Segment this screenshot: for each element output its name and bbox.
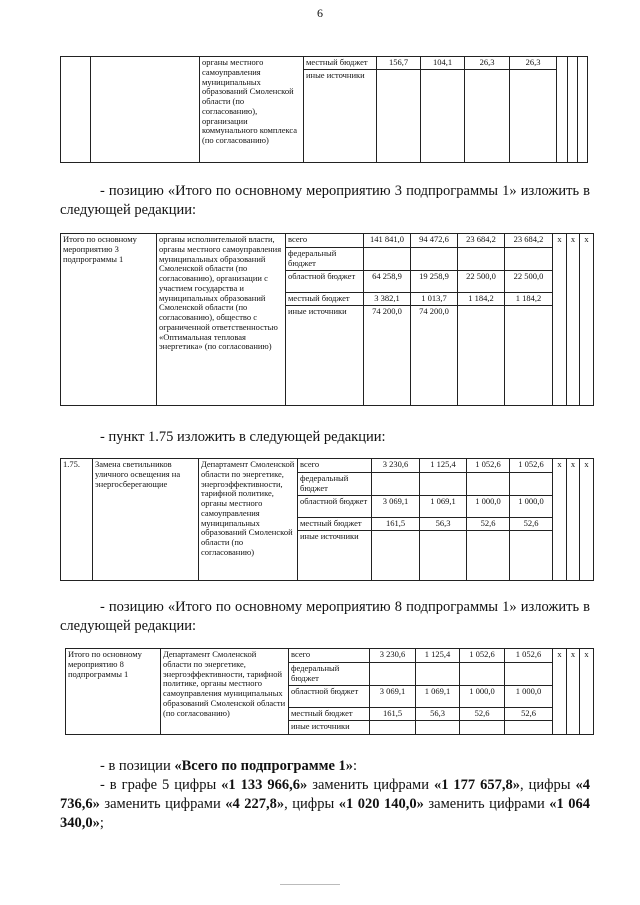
paragraph-3: - позицию «Итого по основному мероприятию 8 подпрограммы 1» изложить в следующей редакции: bbox=[60, 599, 590, 634]
paragraph-4: - в позиции «Всего по подпрограмме 1»: bbox=[100, 758, 358, 774]
paragraph-5: - в графе 5 цифры «1 133 966,6» заменить цифрами «1 177 657,8», цифры «4 736,6» заменить цифрами «4 227,8», цифры «1 020 140,0» заменить цифрами «1 064 340,0»; bbox=[60, 777, 591, 831]
table-row: местный бюджет 161,5 56,3 52,6 52,6 bbox=[61, 517, 594, 530]
number-cell: 1.75. bbox=[61, 459, 93, 581]
table-row: областной бюджет 3 069,1 1 069,1 1 000,0 1 000,0 bbox=[61, 495, 594, 517]
table-row: иные источники bbox=[66, 720, 594, 734]
table-row: 1.75. Замена светильников уличного освещения на энергосберегающие Департамент Смоленской области по энергетике, энергоэффективности, тарифной политике, органы местного самоуправления муниципальных образований Смоленской области (по согласованию) всего 3 230,6 1 125,4 1 052,6 1 052,6 x x x bbox=[61, 459, 594, 473]
table-row: органы местного самоуправления муниципальных образований Смоленской области (по согласованию), организации коммунального комплекса (по согласованию) местный бюджет 156,7 104,1 26,3 26,3 bbox=[61, 57, 588, 70]
executor-cell: Департамент Смоленской области по энергетике, энергоэффективности, тарифной политике, органы местного самоуправления муниципальных образований Смоленской области (по согласованию) bbox=[199, 459, 298, 581]
page-number: 6 bbox=[317, 6, 323, 20]
table-row: областной бюджет 64 258,9 19 258,9 22 500,0 22 500,0 bbox=[61, 270, 594, 292]
name-cell: Замена светильников уличного освещения на энергосберегающие bbox=[93, 459, 199, 581]
table-total-activity-8 bbox=[65, 648, 594, 735]
table-item-1-75 bbox=[60, 458, 594, 581]
paragraph-2: - пункт 1.75 изложить в следующей редакции: bbox=[100, 429, 386, 445]
executor-cell: органы исполнительной власти, органы местного самоуправления муниципальных образований Смоленской области (по согласованию), организации с участием государства и муниципальных образований Смоленской области (по согласованию), общество с ограниченной ответственностью «Оптимальная тепловая энергетика» (по согласованию) bbox=[157, 234, 286, 406]
table-row: местный бюджет 3 382,1 1 013,7 1 184,2 1 184,2 bbox=[61, 292, 594, 305]
paragraph-1: - позицию «Итого по основному мероприятию 3 подпрограммы 1» изложить в следующей редакции: bbox=[60, 183, 590, 218]
table-row: местный бюджет 161,5 56,3 52,6 52,6 bbox=[66, 707, 594, 720]
table-row: иные источники bbox=[61, 70, 588, 163]
table-row: Итого по основному мероприятию 8 подпрограммы 1 Департамент Смоленской области по энергетике, энергоэффективности, тарифной политике, органы местного самоуправления муниципальных образований Смоленской области (по согласованию) всего 3 230,6 1 125,4 1 052,6 1 052,6 x x x bbox=[66, 649, 594, 663]
table-continuation bbox=[60, 56, 588, 163]
table-total-activity-3 bbox=[60, 233, 594, 406]
table-row: иные источники bbox=[61, 530, 594, 580]
table-row: федеральный бюджет bbox=[61, 248, 594, 271]
table-row: иные источники 74 200,0 74 200,0 bbox=[61, 305, 594, 405]
table-row: Итого по основному мероприятию 3 подпрограммы 1 органы исполнительной власти, органы местного самоуправления муниципальных образований Смоленской области (по согласованию), организации с участием государства и муниципальных образований Смоленской области (по согласованию), общество с ограниченной ответственностью «Оптимальная тепловая энергетика» (по согласованию) всего 141 841,0 94 472,6 23 684,2 23 684,2 x x x bbox=[61, 234, 594, 248]
table-row: федеральный бюджет bbox=[61, 473, 594, 496]
executor-cell: органы местного самоуправления муниципальных образований Смоленской области (по согласованию), организации коммунального комплекса (по согласованию) bbox=[200, 57, 304, 163]
table-row: областной бюджет 3 069,1 1 069,1 1 000,0 1 000,0 bbox=[66, 685, 594, 707]
table-row: федеральный бюджет bbox=[66, 663, 594, 686]
name-cell: Итого по основному мероприятию 8 подпрограммы 1 bbox=[66, 649, 161, 735]
name-cell: Итого по основному мероприятию 3 подпрограммы 1 bbox=[61, 234, 157, 406]
footer-divider bbox=[280, 884, 340, 885]
executor-cell: Департамент Смоленской области по энергетике, энергоэффективности, тарифной политике, органы местного самоуправления муниципальных образований Смоленской области (по согласованию) bbox=[161, 649, 289, 735]
